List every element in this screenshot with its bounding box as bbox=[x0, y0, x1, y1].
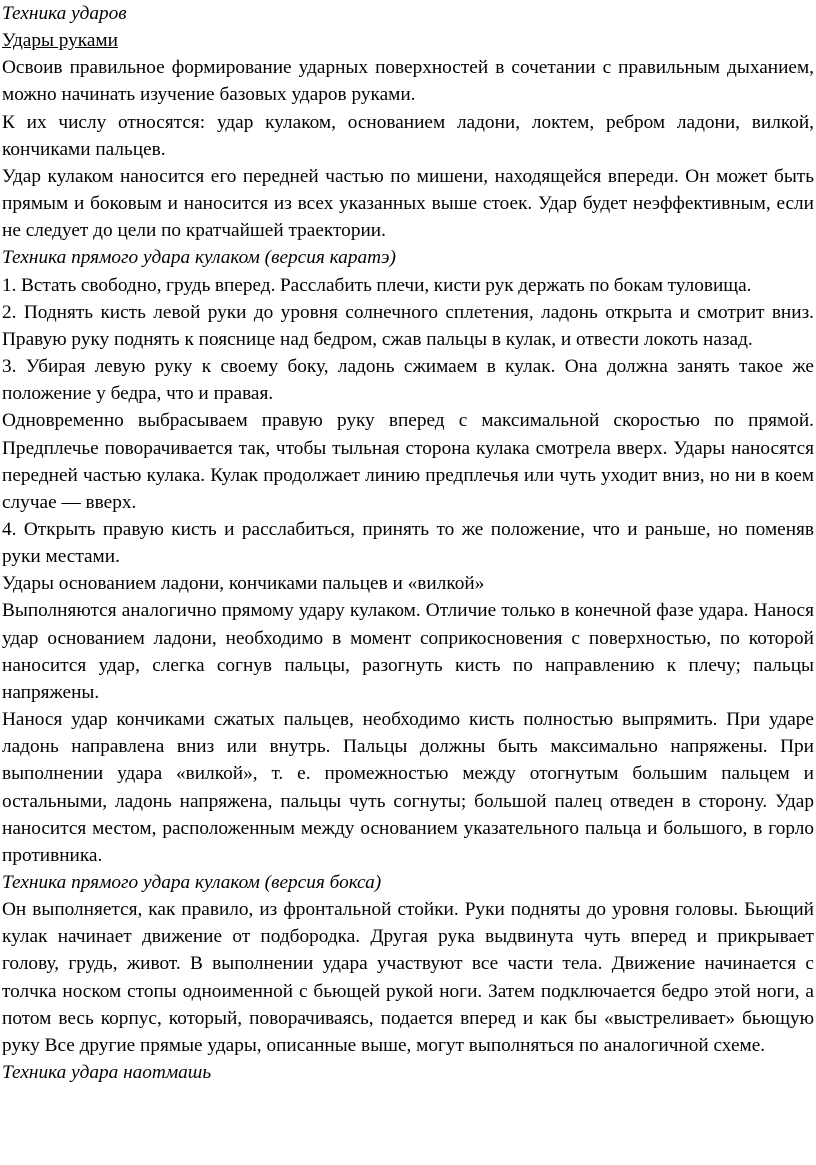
section-title: Удары руками bbox=[2, 30, 118, 52]
karate-step-2: 2. Поднять кисть левой руки до уровня солнечного сплетения, ладонь открыта и смотрит вниз. Правую руку поднять к пояснице над бедром, сжав пальцы в кулак, и отвести локоть назад. bbox=[2, 301, 814, 350]
palm-paragraph-1: Выполняются аналогично прямому удару кулаком. Отличие только в конечной фазе удара. Нанося удар основанием ладони, необходимо в момент соприкосновения с поверхностью, по которой наносится удар, слегка согнув пальцы, разогнуть кисть по направлению к плечу; пальцы напряжены. bbox=[2, 600, 814, 703]
karate-step-4: 4. Открыть правую кисть и расслабиться, принять то же положение, что и раньше, но поменяв руки местами. bbox=[2, 518, 814, 568]
karate-step-3-continued: Одновременно выбрасываем правую руку вперед с максимальной скоростью по прямой. Предплечье поворачивается так, чтобы тыльная сторона кулака смотрела вверх. Удары наносятся передней частью кулака. Кулак продолжает линию предплечья или чуть уходит вниз, но ни в коем случае — вверх. bbox=[2, 410, 814, 513]
document-title: Техника ударов bbox=[2, 3, 127, 24]
palm-heading: Удары основанием ладони, кончиками пальцев и «вилкой» bbox=[2, 573, 485, 595]
karate-heading: Техника прямого удара кулаком (версия каратэ) bbox=[2, 247, 396, 269]
intro-paragraph-1: Освоив правильное формирование ударных поверхностей в сочетании с правильным дыханием, можно начинать изучение базовых ударов руками. bbox=[2, 57, 814, 106]
karate-step-1: 1. Встать свободно, грудь вперед. Расслабить плечи, кисти рук держать по бокам туловища. bbox=[2, 274, 752, 296]
intro-paragraph-2: К их числу относятся: удар кулаком, основанием ладони, локтем, ребром ладони, вилкой, кончиками пальцев. bbox=[2, 111, 814, 160]
karate-step-3: 3. Убирая левую руку к своему боку, ладонь сжимаем в кулак. Она должна занять такое же положение у бедра, что и правая. bbox=[2, 356, 814, 405]
backhand-heading: Техника удара наотмашь bbox=[2, 1062, 212, 1084]
intro-paragraph-3: Удар кулаком наносится его передней частью по мишени, находящейся впереди. Он может быть прямым и боковым и наносится из всех указанных выше стоек. Удар будет неэффективным, если не следует до цели по кратчайшей траектории. bbox=[2, 165, 814, 242]
boxing-heading: Техника прямого удара кулаком (версия бокса) bbox=[2, 872, 382, 893]
boxing-paragraph: Он выполняется, как правило, из фронтальной стойки. Руки подняты до уровня головы. Бьющий кулак начинает движение от подбородка. Другая рука выдвинута чуть вперед и прикрывает голову, грудь, живот. В выполнении удара участвуют все части тела. Движение начинается с толчка носком стопы одноименной с бьющей рукой ноги. Затем подключается бедро этой ноги, а потом весь корпус, который, поворачиваясь, подается вперед и как бы «выстреливает» бьющую руку Все другие прямые удары, описанные выше, могут выполняться по аналогичной схеме. bbox=[2, 899, 814, 1056]
palm-paragraph-2: Нанося удар кончиками сжатых пальцев, необходимо кисть полностью выпрямить. При ударе ладонь направлена вниз или внутрь. Пальцы должны быть максимально напряжены. При выполнении удара «вилкой», т. е. промежностью между отогнутым большим пальцем и остальными, ладонь напряжена, пальцы чуть согнуты; большой палец отведен в сторону. Удар наносится местом, расположенным между основанием указательного пальца и большого, в горло противника. bbox=[2, 709, 814, 866]
